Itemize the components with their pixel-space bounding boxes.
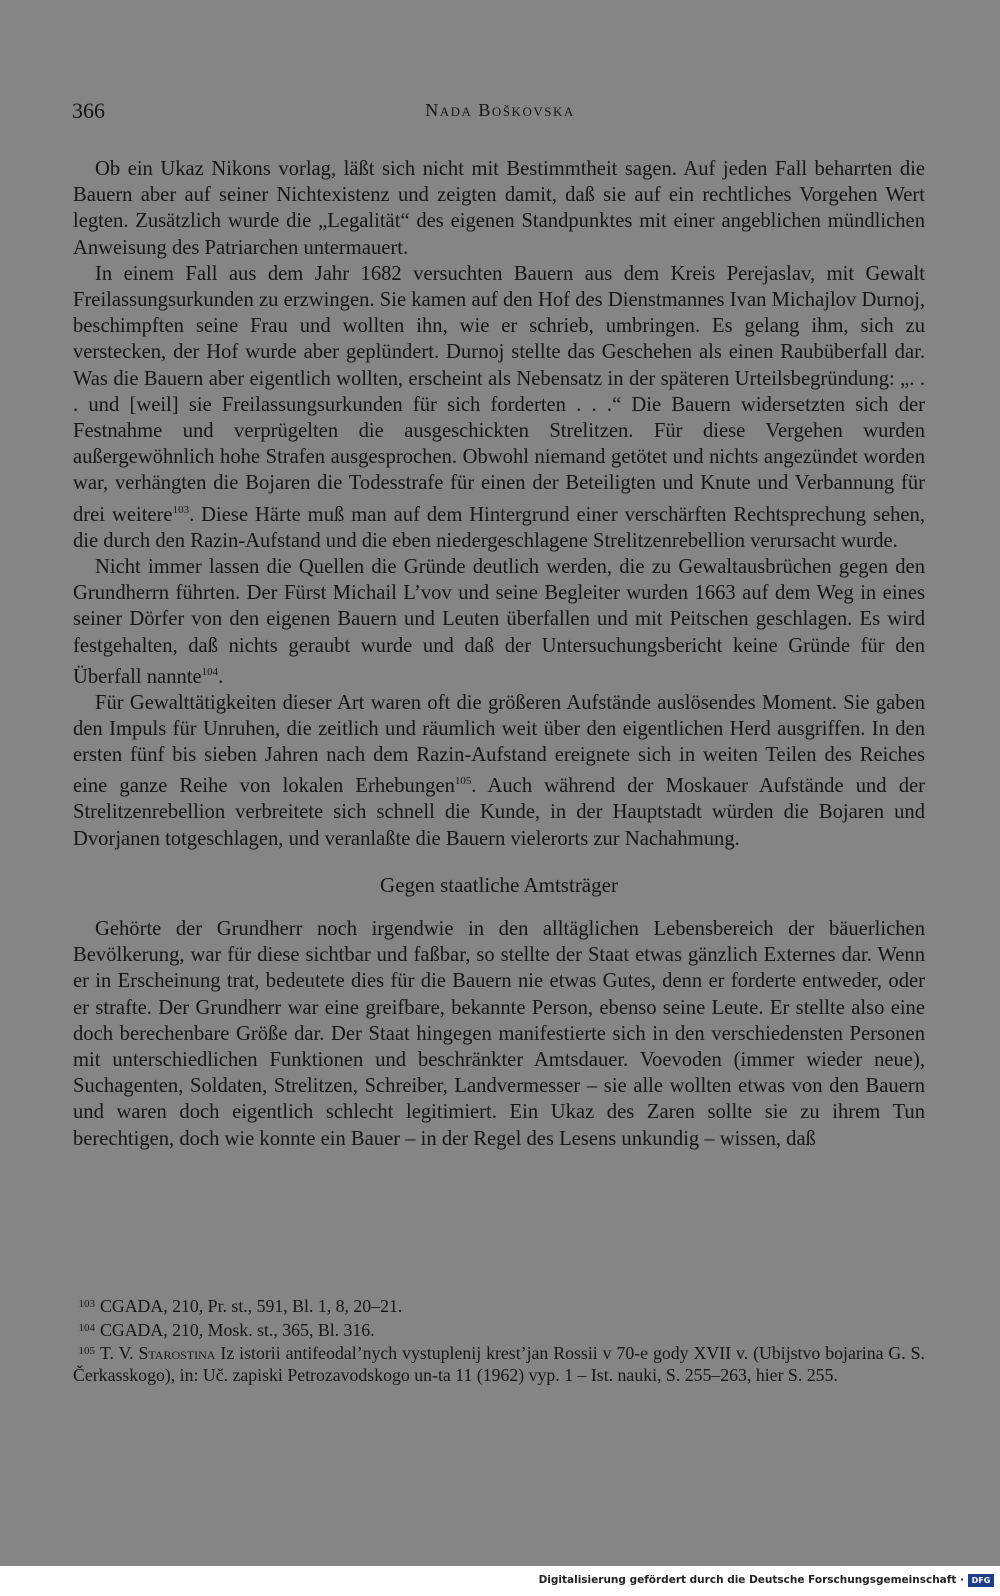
section-heading: Gegen staatliche Amtsträger bbox=[380, 872, 618, 897]
paragraph-text: . Auch während der Moskauer Aufstände und der Strelitzenrebellion verbreitete sich schnell die Kunde, in der Hauptstadt würden die Bojaren und Dvorjanen totgeschlagen, und veranlaßte die Bauern vielerorts zur Nachahmung. bbox=[73, 775, 925, 850]
dfg-logo: DFG bbox=[968, 1574, 994, 1587]
footnote-text: CGADA, 210, Pr. st., 591, Bl. 1, 8, 20–21. bbox=[100, 1296, 403, 1316]
footnote bbox=[73, 1341, 925, 1386]
footnote-ref: 103 bbox=[172, 503, 190, 516]
footnote-text: Iz istorii antifeodal’nych vystuplenij krest’jan Rossii v 70-e gody XVII v. (Ubijstvo bojarina G. S. Čerkasskogo), in: Uč. zapiski Petrozavodskogo un-ta 11 (1962) vyp. 1 – Ist. nauki, S. 255–263, hier S. 255. bbox=[73, 1343, 925, 1385]
paragraph-text: In einem Fall aus dem Jahr 1682 versuchten Bauern aus dem Kreis Perejaslav, mit Gewalt Freilassungsurkunden zu erzwingen. Sie kamen auf den Hof des Dienstmannes Ivan Michajlov Durnoj, beschimpften seine Frau und wollten ihn, wie er schrieb, umbringen. Es gelang ihm, sich zu verstecken, der Hof wurde aber geplündert. Durnoj stellte das Geschehen als einen Raubüberfall dar. Was die Bauern aber eigentlich wollten, erscheint als Nebensatz in der späteren Urteilsbegründung: „. . . und [weil] sie Freilassungsurkunden für sich forderten . . .“ Die Bauern widersetzten sich der Festnahme und verprügelten die ausgeschickten Strelitzen. Für diese Vergehen wurden außergewöhnlich hohe Strafen ausgesprochen. Obwohl niemand getötet und nichts angezündet worden war, verhängten die Bojaren die Todesstrafe für einen der Beteiligten und Knute und Verbannung für drei weitere bbox=[73, 262, 925, 526]
footnote-text: CGADA, 210, Mosk. st., 365, Bl. 316. bbox=[100, 1319, 375, 1340]
footnote bbox=[73, 1318, 925, 1342]
footnote-number: 105 bbox=[78, 1345, 95, 1358]
paragraph bbox=[73, 261, 925, 554]
paragraph-text: Nicht immer lassen die Quellen die Gründe deutlich werden, die zu Gewaltausbrüchen gegen den Grundherrn führten. Der Fürst Michail L’vov und seine Begleiter wurden 1663 auf dem Weg in eines seiner Dörfer von den eigenen Bauern und Leuten überfallen und mit Peitschen geschlagen. Es wird festgehalten, daß nichts geraubt wurde und daß der Untersuchungsbericht keine Gründe für den Überfall nannte bbox=[73, 555, 925, 688]
footnote-ref: 105 bbox=[454, 775, 472, 788]
paragraph-text: Gehörte der Grundherr noch irgendwie in den alltäglichen Lebensbereich der bäuerlichen Bevölkerung, war für diese sichtbar und faßbar, so stellte der Staat etwas gänzlich Externes dar. Wenn er in Erscheinung trat, bedeutete dies für die Bauern nie etwas Gutes, denn er forderte entweder, oder er strafte. Der Grundherr war eine greifbare, bekannte Person, ebenso seine Leute. Er stellte also eine doch berechenbare Größe dar. Der Staat hingegen manifestierte sich in den verschiedensten Personen mit unterschiedlichen Funktionen und beschränkter Amtsdauer. Voevoden (immer wieder neue), Suchagenten, Soldaten, Strelitzen, Schreiber, Landvermesser – sie alle wollten etwas von den Bauern und waren doch eigentlich schlecht legitimiert. Ein Ukaz des Zaren sollte sie zu ihrem Tun berechtigen, doch wie konnte ein Bauer – in der Regel des Lesens unkundig – wissen, daß bbox=[73, 918, 925, 1150]
footnote bbox=[73, 1294, 925, 1318]
paragraph bbox=[73, 554, 925, 690]
body-text bbox=[73, 156, 925, 1152]
digitization-credit-bar bbox=[0, 1566, 1000, 1596]
footnote-number: 103 bbox=[78, 1298, 95, 1310]
paragraph-text: . bbox=[218, 665, 224, 688]
footnote-author: T. V. Starostina bbox=[100, 1343, 216, 1364]
paragraph-text: Ob ein Ukaz Nikons vorlag, läßt sich nicht mit Bestimmtheit sagen. Auf jeden Fall beharrten die Bauern aber auf seiner Nichtexistenz und zeigten damit, daß sie auf ein rechtliches Vorgehen Wert legten. Zusätzlich wurde die „Legalität“ des eigenen Standpunktes mit einer angeblichen mündlichen Anweisung des Patriarchen untermauert. bbox=[73, 158, 925, 259]
paragraph-text: . Diese Härte muß man auf dem Hintergrund einer verschärften Rechtsprechung sehen, die durch den Razin-Aufstand und die eben niedergeschlagene Strelitzenrebellion verursacht wurde. bbox=[73, 503, 925, 552]
paragraph bbox=[73, 690, 925, 852]
page-header bbox=[72, 98, 928, 128]
page-number: 366 bbox=[72, 98, 105, 123]
paragraph bbox=[73, 916, 925, 1152]
footnote-ref: 104 bbox=[201, 665, 219, 678]
footnotes bbox=[73, 1294, 925, 1386]
running-head: Nada Boškovska bbox=[425, 100, 575, 120]
digitization-credit: Digitalisierung gefördert durch die Deutsche Forschungsgemeinschaft · bbox=[538, 1574, 964, 1586]
paragraph-text: Für Gewalttätigkeiten dieser Art waren oft die größeren Aufstände auslösendes Moment. Sie gaben den Impuls für Unruhen, die zeitlich und räumlich weit über den eigentlichen Herd ausgriffen. In den ersten fünf bis sieben Jahren nach dem Razin-Aufstand ereignete sich in weiten Teilen des Reiches eine ganze Reihe von lokalen Erhebungen bbox=[73, 691, 925, 798]
paragraph bbox=[73, 156, 925, 261]
footnote-number: 104 bbox=[78, 1321, 95, 1334]
